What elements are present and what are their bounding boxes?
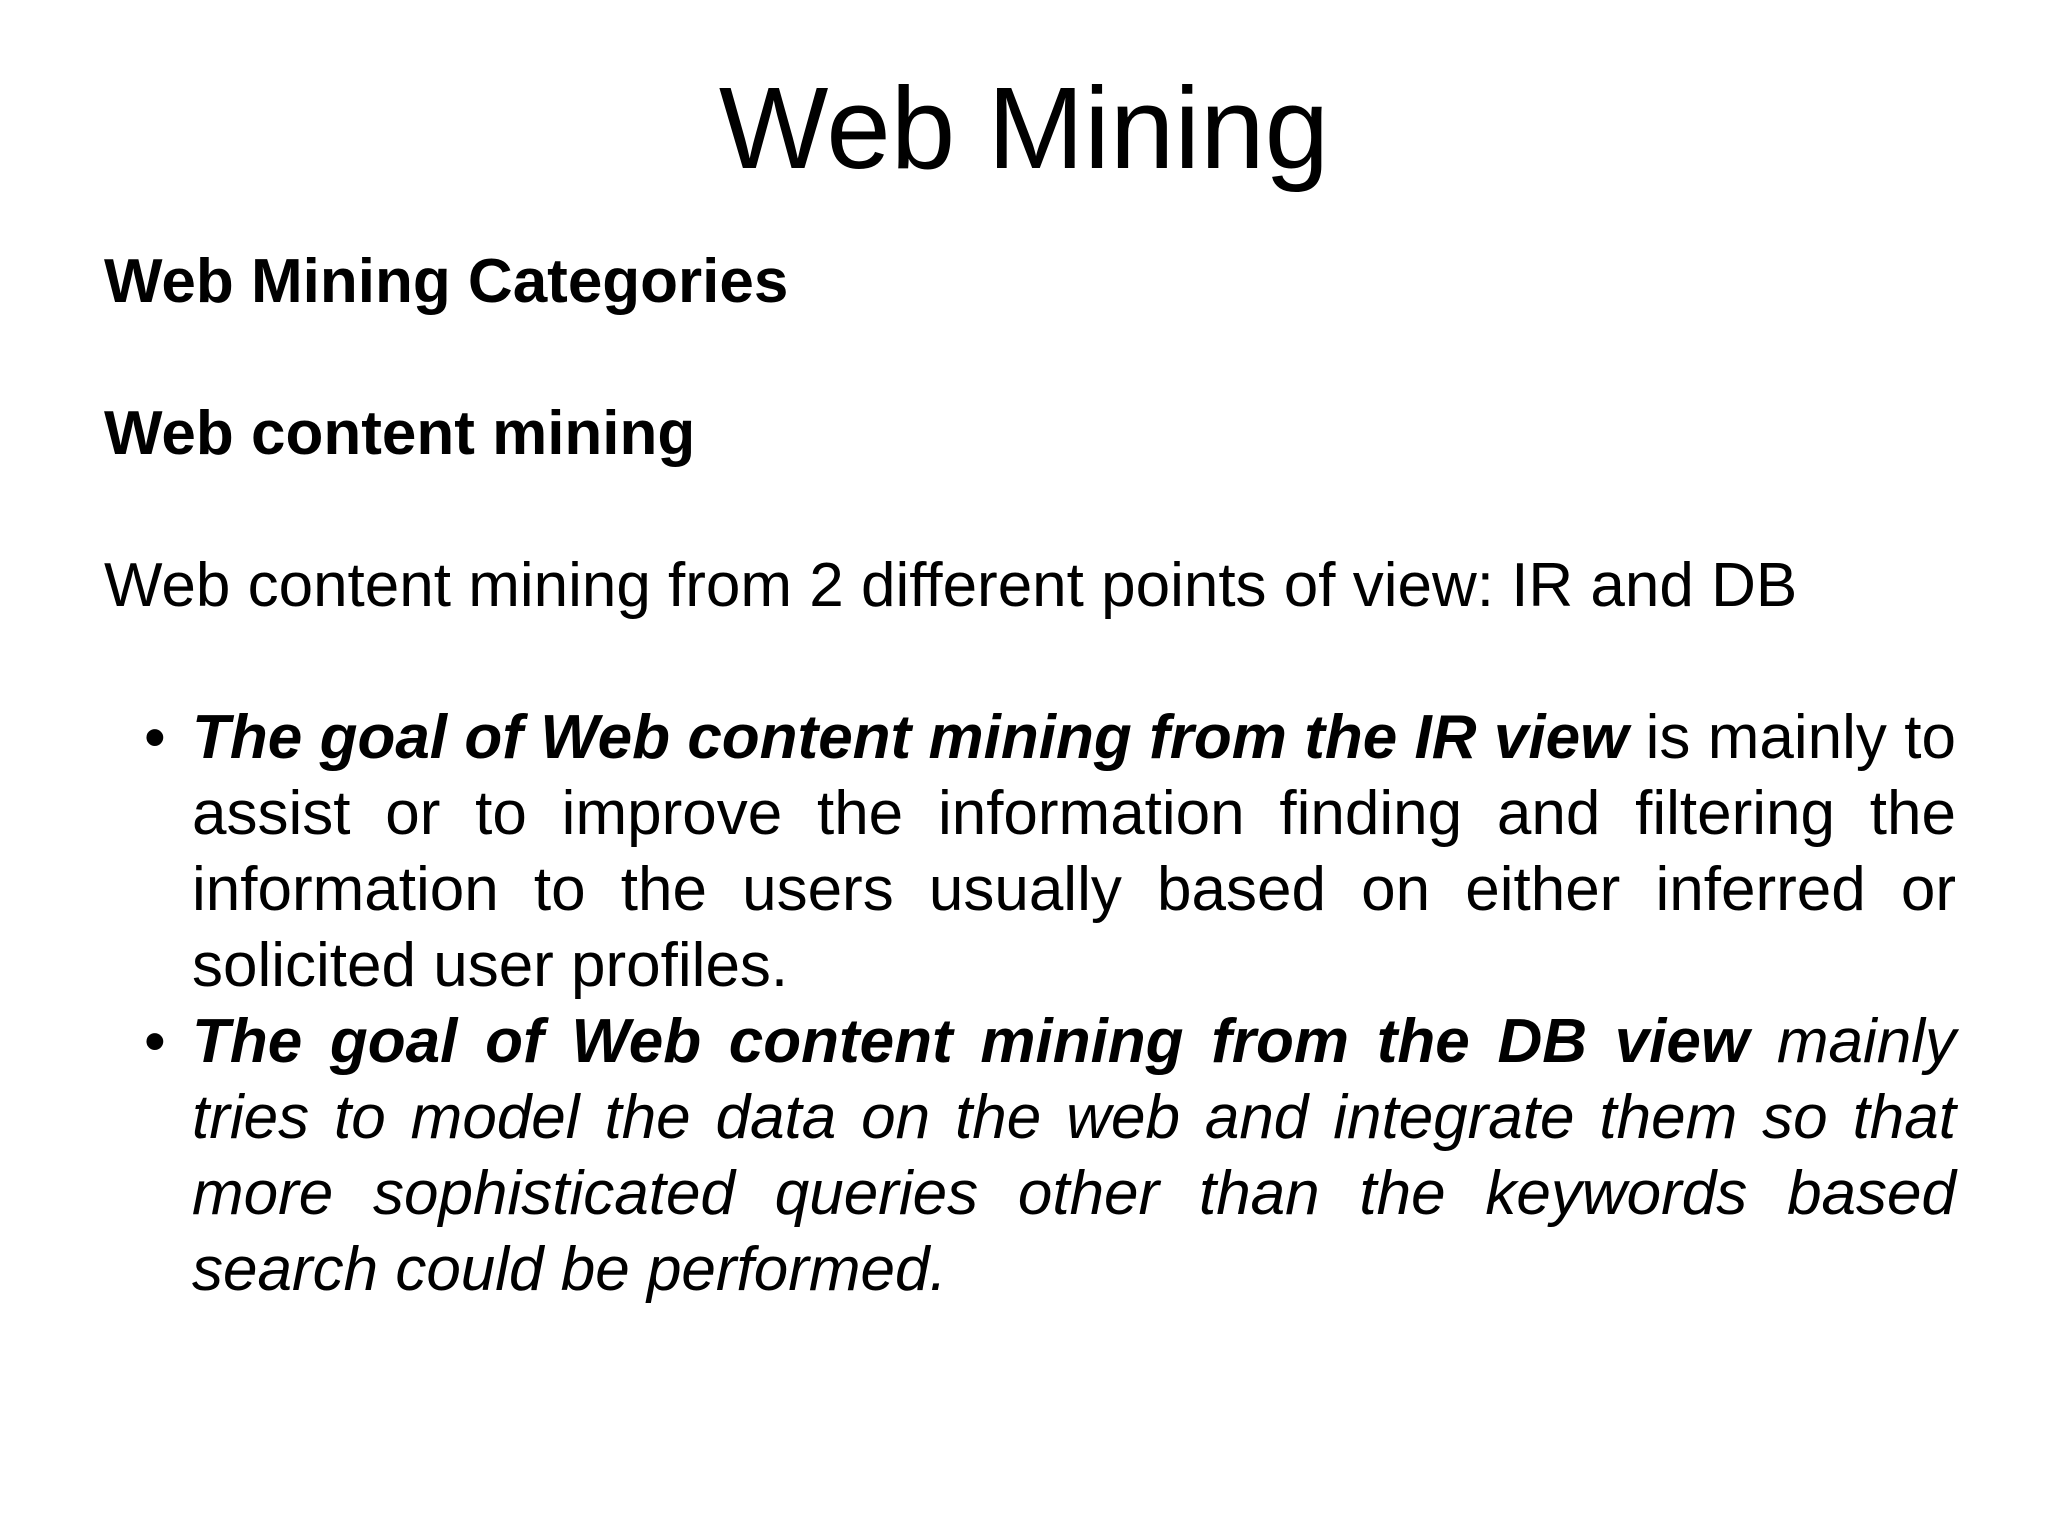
intro-text: Web content mining from 2 different points of view: IR and DB (104, 551, 1798, 620)
slide-body (104, 244, 1956, 1308)
heading-categories: Web Mining Categories (104, 247, 789, 316)
bullet-lead: The goal of Web content mining from the IR view (192, 703, 1629, 772)
bullet-lead: The goal of Web content mining from the DB view (192, 1007, 1750, 1076)
heading-content-mining: Web content mining (104, 399, 696, 468)
spacer (104, 320, 1956, 396)
spacer (104, 472, 1956, 548)
bullet-item-ir-view (104, 700, 1956, 1004)
bullet-icon: • (144, 703, 166, 772)
bullet-text: is mainly to assist or to improve the information finding and filtering the information to the users usually based on either inferred or solicited user profiles. (192, 703, 1956, 1000)
slide-title: Web Mining (718, 63, 1330, 193)
bullet-item-db-view (104, 1004, 1956, 1308)
bullet-text: mainly tries to model the data on the web and integrate them so that more sophisticated queries other than the keywords based search could be performed. (192, 1007, 1956, 1304)
bullet-icon: • (144, 1007, 166, 1076)
bullet-list (104, 700, 1956, 1308)
spacer (104, 624, 1956, 700)
